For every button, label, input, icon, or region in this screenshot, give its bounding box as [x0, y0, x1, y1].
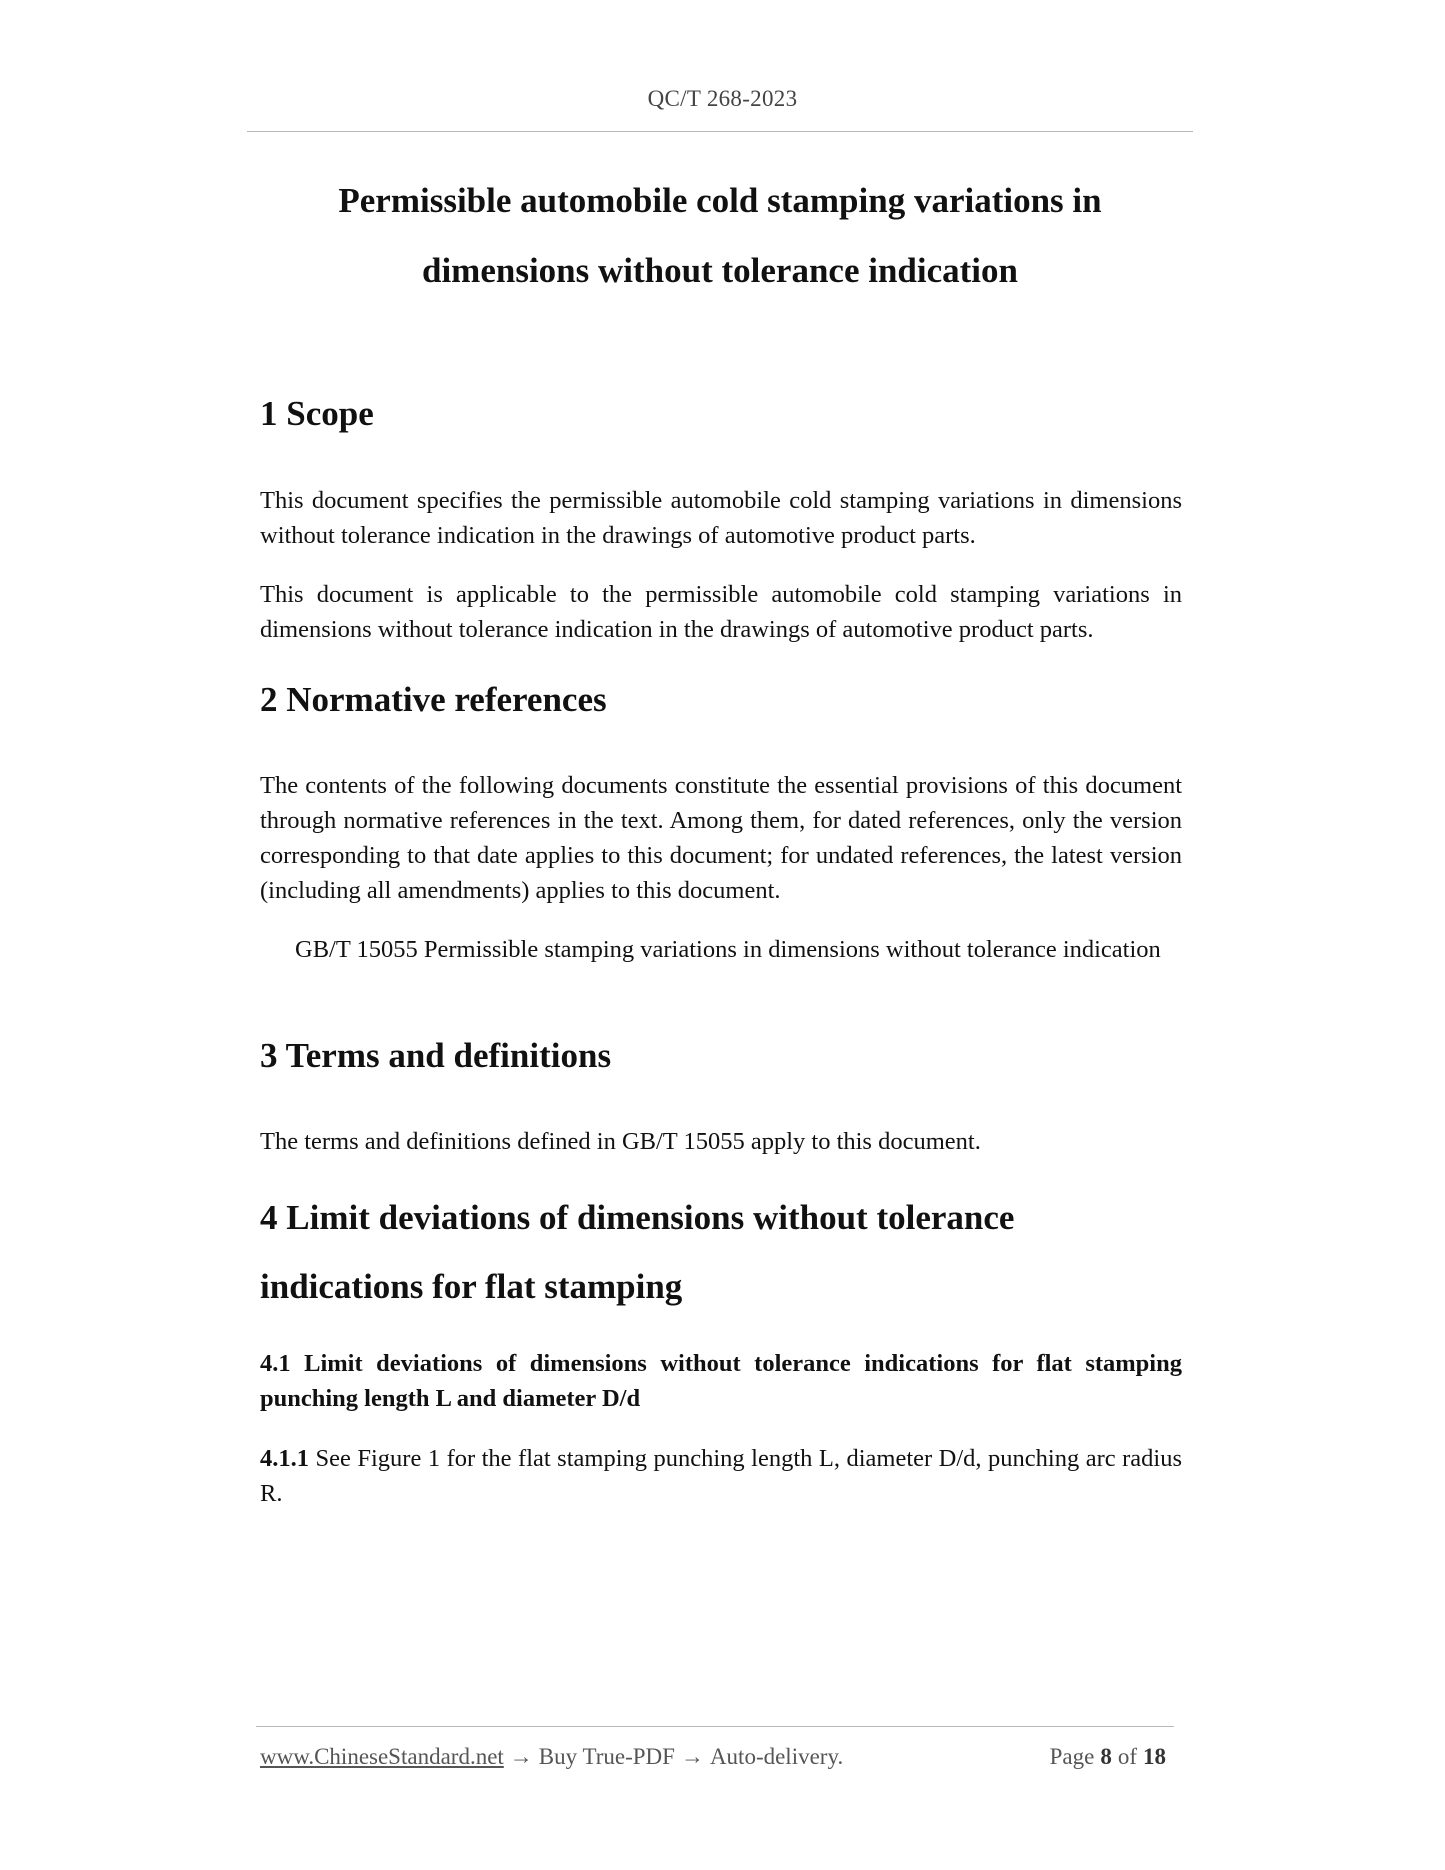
section-1-paragraph-1: This document specifies the permissible automobile cold stamping variations in dimensions without tolerance indication in the drawings of automotive product parts.	[260, 487, 1182, 549]
arrow-right-icon: →	[509, 1744, 533, 1769]
section-3-paragraph-1: The terms and definitions defined in GB/T 15055 apply to this document.	[260, 1128, 981, 1155]
document-title-line-2: dimensions without tolerance indication	[421, 251, 1018, 290]
section-3-heading: 3 Terms and definitions	[260, 1036, 612, 1075]
section-4-heading-line-2: indications for flat stamping	[260, 1267, 683, 1306]
page-label: Page	[1049, 1744, 1095, 1769]
section-2-paragraph-1: The contents of the following documents constitute the essential provisions of this document through normative references in the text. Among them, for dated references, only the version corresponding to that date applies to this document; for undated references, the latest version (including all amendments) applies to this document.	[260, 772, 1182, 904]
auto-delivery-text: Auto-delivery.	[709, 1744, 844, 1769]
page-number	[1050, 1744, 1172, 1770]
clause-text: See Figure 1 for the flat stamping punching length L, diameter D/d, punching arc radius R.	[260, 1445, 1182, 1507]
header-divider	[247, 131, 1193, 132]
arrow-right-icon: →	[680, 1744, 704, 1769]
page-of-label: of	[1117, 1744, 1137, 1769]
website-link[interactable]: www.ChineseStandard.net	[260, 1744, 504, 1769]
section-2-heading: 2 Normative references	[260, 680, 607, 719]
clause-4-1-1	[260, 1441, 1182, 1511]
footer-promo	[260, 1744, 843, 1770]
footer-divider	[256, 1726, 1174, 1727]
document-title	[247, 166, 1193, 306]
page-total: 18	[1143, 1744, 1166, 1769]
section-4-heading-line-1: 4 Limit deviations of dimensions without tolerance	[260, 1198, 1015, 1237]
section-1-heading: 1 Scope	[260, 394, 374, 433]
document-title-line-1: Permissible automobile cold stamping variations in	[338, 181, 1102, 220]
clause-number: 4.1.1	[260, 1445, 309, 1472]
section-4-heading	[260, 1183, 1014, 1321]
page-current: 8	[1100, 1744, 1112, 1769]
buy-pdf-text: Buy True-PDF	[538, 1744, 675, 1769]
page-footer	[260, 1744, 1174, 1776]
subsection-4-1-heading: 4.1 Limit deviations of dimensions without tolerance indications for flat stamping punching length L and diameter D/d	[260, 1350, 1182, 1412]
section-1-paragraph-2: This document is applicable to the permissible automobile cold stamping variations in dimensions without tolerance indication in the drawings of automotive product parts.	[260, 581, 1182, 643]
document-code-header: QC/T 268-2023	[647, 86, 798, 111]
normative-reference-item: GB/T 15055 Permissible stamping variations in dimensions without tolerance indication	[295, 936, 1161, 963]
